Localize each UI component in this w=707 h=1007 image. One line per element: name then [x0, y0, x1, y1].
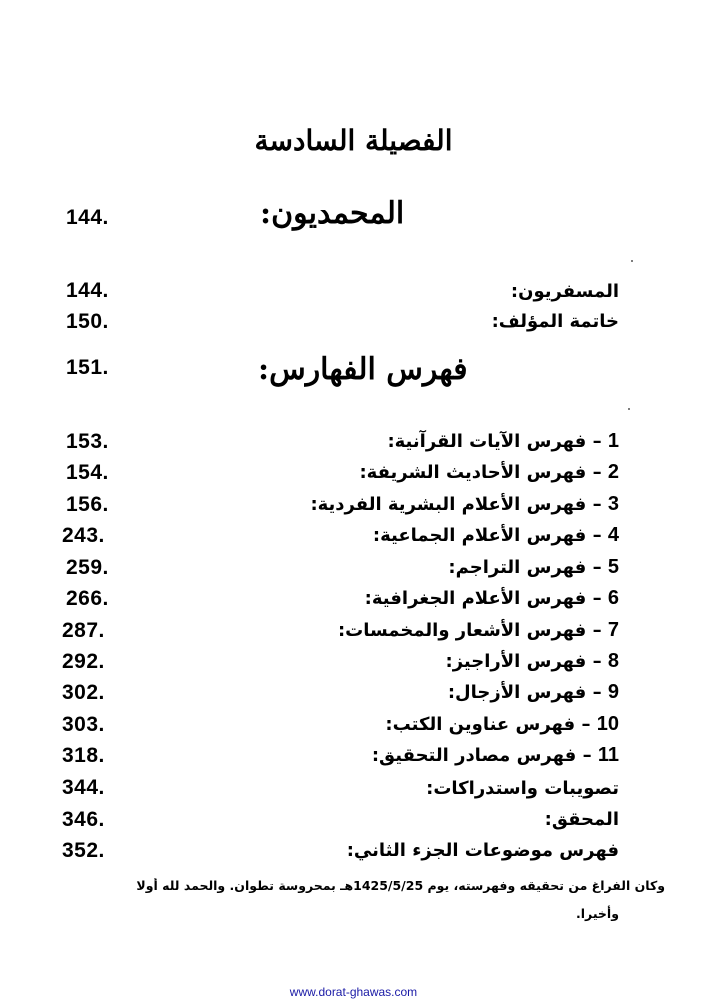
index-entry: 9 – فهرس الأزجال: — [447, 681, 619, 703]
toc-entry-page: 344. — [62, 776, 105, 799]
index-entry: 5 – فهرس التراجم: — [448, 556, 619, 578]
muhammadiyun-page: 144. — [66, 206, 109, 229]
closing-note-line2: وأخيرا. — [576, 906, 619, 921]
toc-entry-title: خاتمة المؤلف: — [491, 311, 619, 332]
toc-entry-title: المحقق: — [544, 809, 619, 830]
toc-entry-title: المسفريون: — [510, 281, 619, 302]
chapter-heading: الفصيلة السادسة — [254, 124, 453, 157]
index-entry: 6 – فهرس الأعلام الجغرافية: — [364, 587, 619, 609]
index-entry-page: 243. — [62, 524, 105, 547]
scan-speck — [631, 260, 633, 262]
toc-entry-page: 346. — [62, 808, 105, 831]
index-entry: 4 – فهرس الأعلام الجماعية: — [372, 524, 619, 546]
fahras-fahares-page: 151. — [66, 356, 109, 379]
toc-entry-page: 352. — [62, 839, 105, 862]
index-entry: 10 – فهرس عناوين الكتب: — [385, 713, 619, 735]
toc-entry-page: 150. — [66, 310, 109, 333]
scan-speck — [628, 408, 630, 410]
index-entry-page: 156. — [66, 493, 109, 516]
index-entry-page: 303. — [62, 713, 105, 736]
muhammadiyun-title: المحمديون: — [260, 196, 405, 231]
index-entry-page: 154. — [66, 461, 109, 484]
toc-entry-page: 144. — [66, 279, 109, 302]
index-entry: 8 – فهرس الأراجيز: — [445, 650, 619, 672]
index-entry-page: 318. — [62, 744, 105, 767]
index-entry-page: 287. — [62, 619, 105, 642]
index-entry-page: 302. — [62, 681, 105, 704]
index-entry-page: 259. — [66, 556, 109, 579]
index-entry: 3 – فهرس الأعلام البشرية الفردية: — [310, 493, 619, 515]
index-entry: 7 – فهرس الأشعار والمخمسات: — [337, 619, 619, 641]
index-entry-page: 266. — [66, 587, 109, 610]
closing-note-line1: وكان الفراغ من تحقيقه وفهرسته، يوم 1425/5/25هـ بمحروسة تطوان. والحمد لله أولا — [136, 878, 665, 893]
footer-website[interactable]: www.dorat-ghawas.com — [289, 985, 418, 999]
fahras-fahares-title: فهرس الفهارس: — [258, 352, 468, 387]
index-entry-page: 153. — [66, 430, 109, 453]
index-entry: 1 – فهرس الآيات القرآنية: — [387, 430, 619, 452]
index-entry-page: 292. — [62, 650, 105, 673]
toc-entry-title: فهرس موضوعات الجزء الثاني: — [346, 840, 619, 861]
index-entry: 2 – فهرس الأحاديث الشريفة: — [359, 461, 619, 483]
toc-entry-title: تصويبات واستدراكات: — [426, 778, 619, 799]
index-entry: 11 – فهرس مصادر التحقيق: — [371, 744, 619, 766]
